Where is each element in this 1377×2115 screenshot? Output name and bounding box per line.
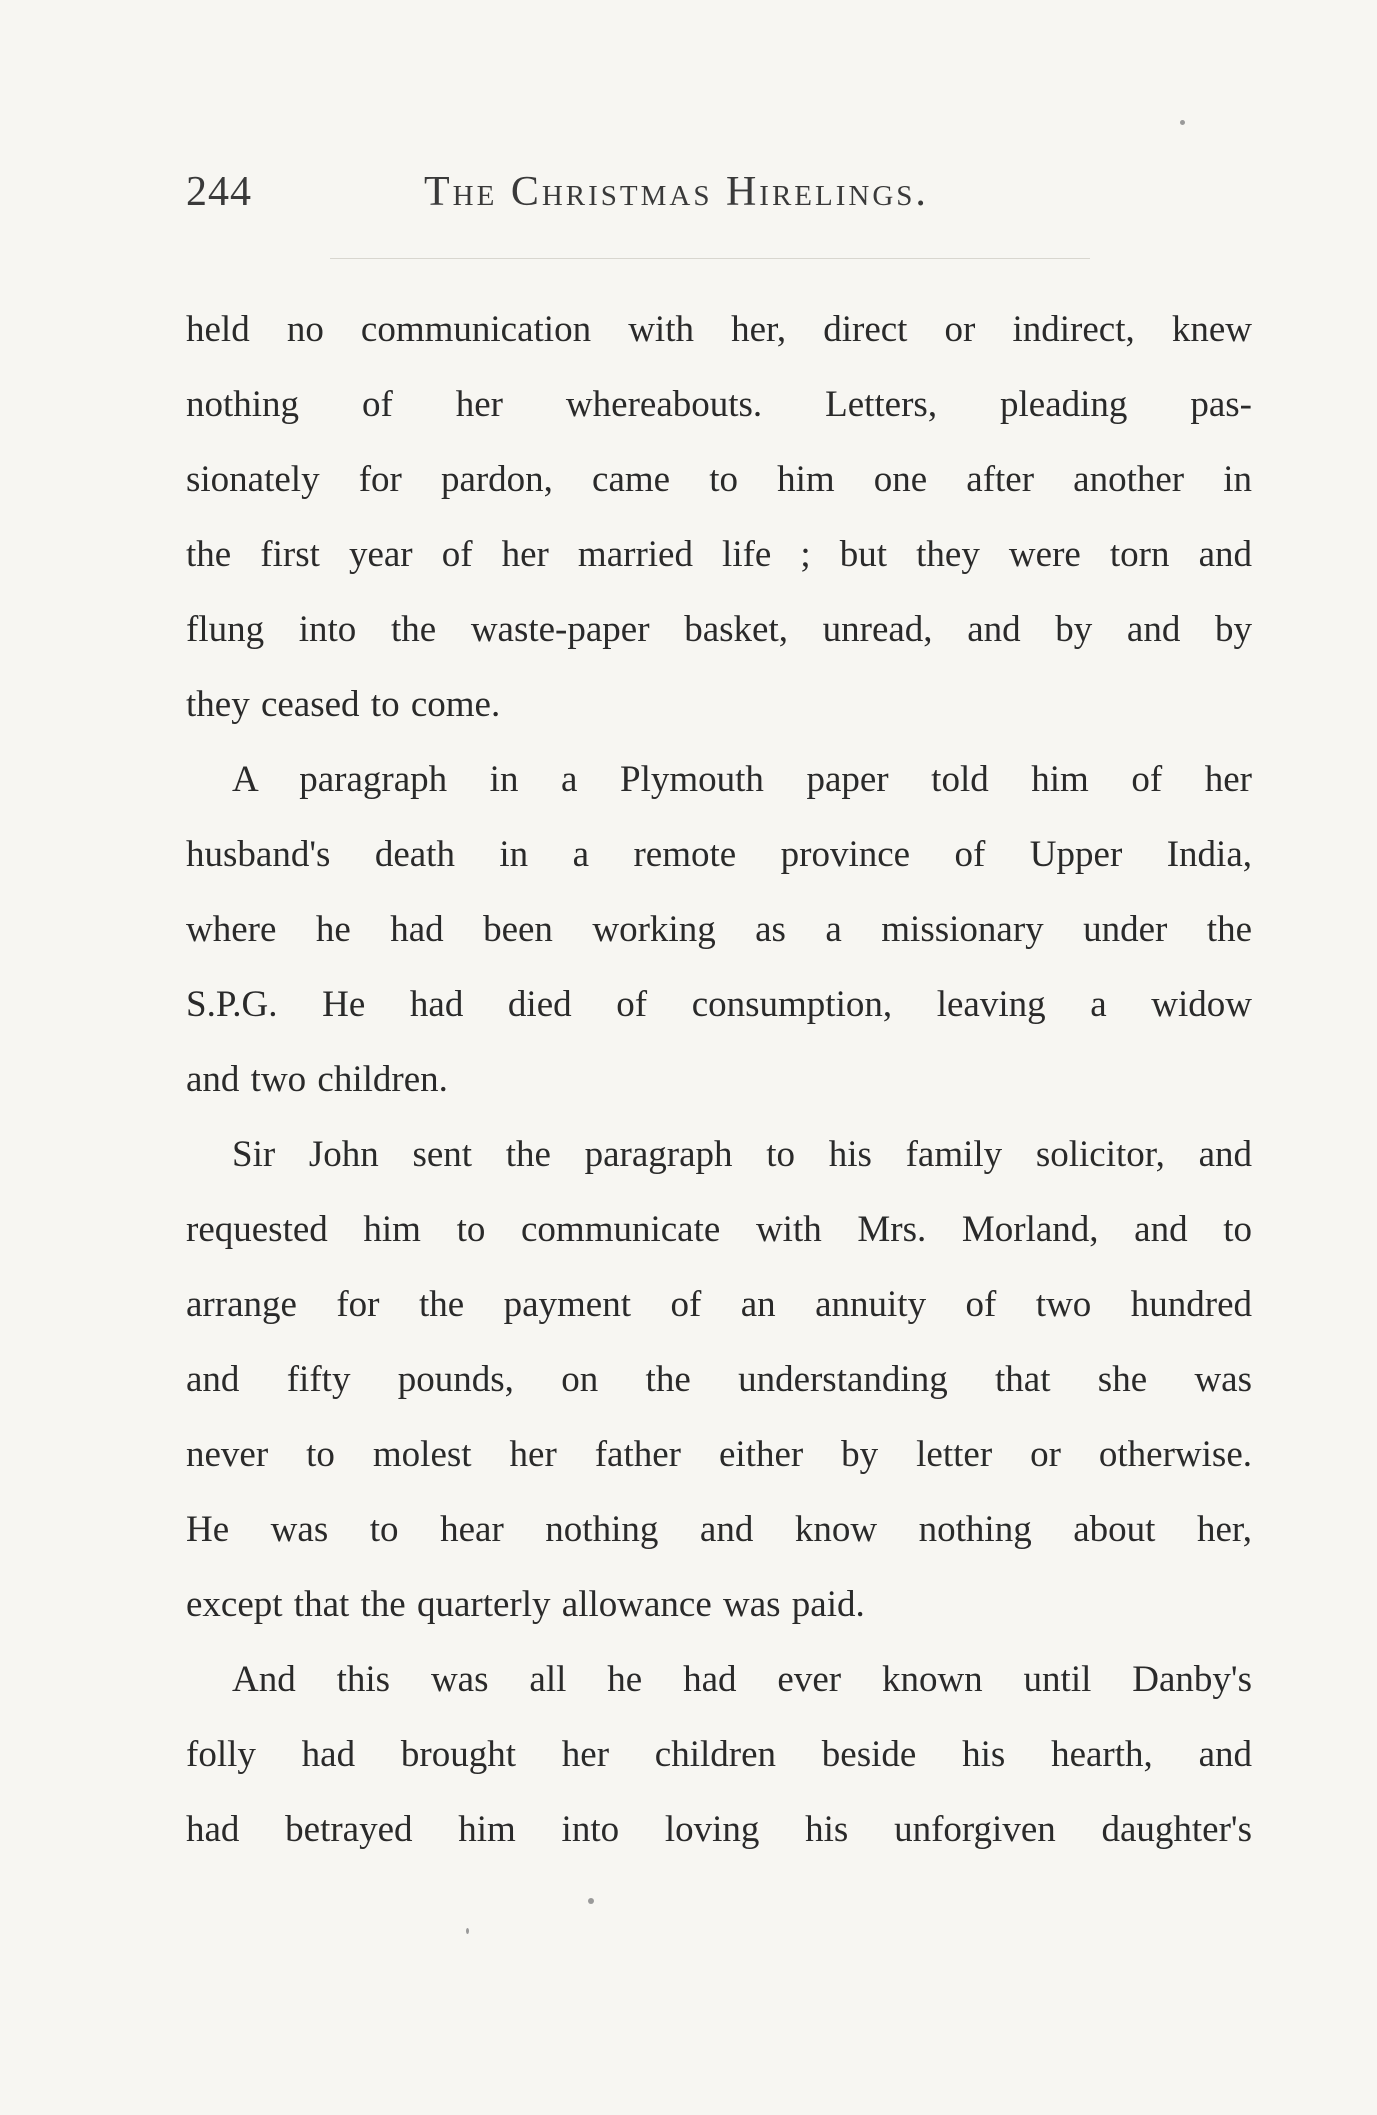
scan-speck — [588, 1898, 594, 1904]
text-line: S.P.G. He had died of consumption, leaving a widow — [186, 984, 1252, 1025]
running-title: The Christmas Hirelings. — [424, 169, 929, 215]
text-line: And this was all he had ever known until Danby's — [232, 1659, 1252, 1700]
text-line: nothing of her whereabouts. Letters, pleading pas- — [186, 384, 1252, 425]
text-line: where he had been working as a missionary under the — [186, 909, 1252, 950]
body-text — [186, 292, 1252, 1867]
text-line: requested him to communicate with Mrs. Morland, and to — [186, 1209, 1252, 1250]
text-line: and two children. — [186, 1059, 448, 1100]
text-line: husband's death in a remote province of Upper India, — [186, 834, 1252, 875]
text-line: they ceased to come. — [186, 684, 501, 725]
page-number: 244 — [186, 169, 252, 215]
text-line: folly had brought her children beside his hearth, and — [186, 1734, 1252, 1775]
running-head — [186, 168, 1252, 228]
scan-speck — [466, 1928, 469, 1934]
scan-speck — [1180, 120, 1185, 125]
text-line: sionately for pardon, came to him one after another in — [186, 459, 1252, 500]
text-line: A paragraph in a Plymouth paper told him of her — [232, 759, 1252, 800]
text-line: He was to hear nothing and know nothing about her, — [186, 1509, 1252, 1550]
text-line: never to molest her father either by letter or otherwise. — [186, 1434, 1252, 1475]
text-line: had betrayed him into loving his unforgiven daughter's — [186, 1809, 1252, 1850]
text-line: arrange for the payment of an annuity of two hundred — [186, 1284, 1252, 1325]
text-line: held no communication with her, direct or indirect, knew — [186, 309, 1252, 350]
header-rule — [330, 258, 1090, 259]
text-line: and fifty pounds, on the understanding that she was — [186, 1359, 1252, 1400]
text-line: except that the quarterly allowance was paid. — [186, 1584, 865, 1625]
text-line: flung into the waste-paper basket, unread, and by and by — [186, 609, 1252, 650]
text-line: Sir John sent the paragraph to his family solicitor, and — [232, 1134, 1252, 1175]
text-line: the first year of her married life ; but they were torn and — [186, 534, 1252, 575]
